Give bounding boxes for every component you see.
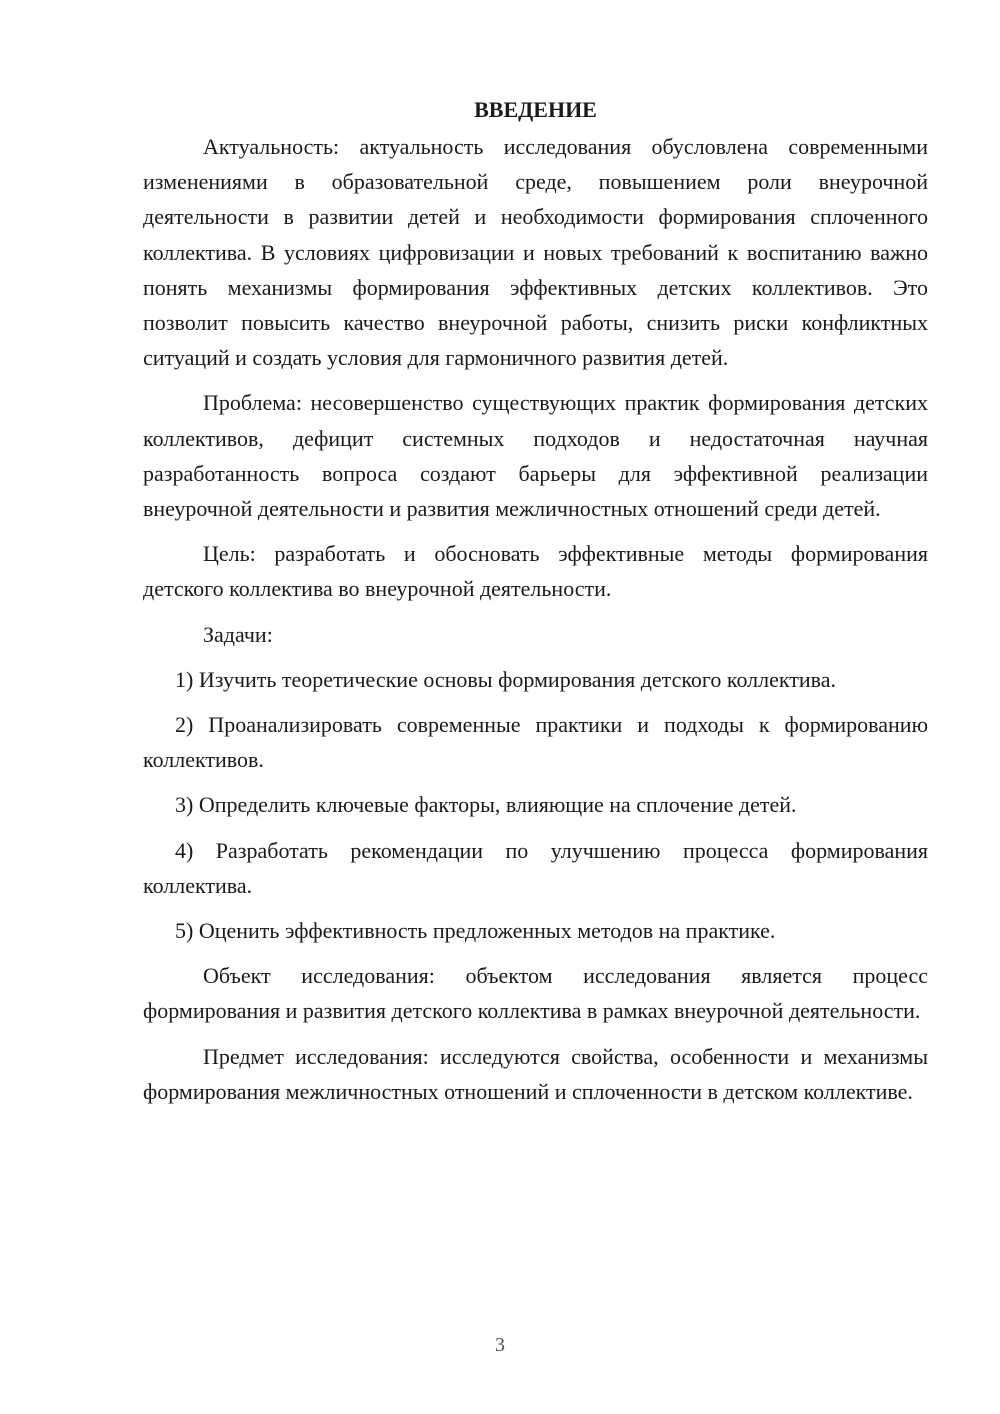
problem-paragraph: Проблема: несовершенство существующих практик формирования детских коллективов, дефицит системных подходов и недостаточная научная разработанность вопроса создают барьеры для эффективной реализации внеурочной деятельности и развития межличностных отношений среди детей. xyxy=(143,390,928,522)
task-item: 1) Изучить теоретические основы формирования детского коллектива. xyxy=(175,666,837,692)
tasks-label: Задачи: xyxy=(203,621,273,647)
goal-paragraph: Цель: разработать и обосновать эффективные методы формирования детского коллектива во внеурочной деятельности. xyxy=(143,541,928,602)
relevance-paragraph: Актуальность: актуальность исследования обусловлена современными изменениями в образовательной среде, повышением роли внеурочной деятельности в развитии детей и необходимости формирования сплоченного коллектива. В условиях цифровизации и новых требований к воспитанию важно понять механизмы формирования эффективных детских коллективов. Это позволит повысить качество внеурочной работы, снизить риски конфликтных ситуаций и создать условия для гармоничного развития детей. xyxy=(143,134,928,371)
page-number: 3 xyxy=(495,1334,505,1356)
object-paragraph: Объект исследования: объектом исследования является процесс формирования и развития детского коллектива в рамках внеурочной деятельности. xyxy=(143,963,928,1024)
task-item: 4) Разработать рекомендации по улучшению процесса формирования коллектива. xyxy=(143,837,928,898)
task-item: 3) Определить ключевые факторы, влияющие на сплочение детей. xyxy=(175,792,797,818)
task-item: 5) Оценить эффективность предложенных методов на практике. xyxy=(175,918,776,944)
subject-paragraph: Предмет исследования: исследуются свойства, особенности и механизмы формирования межличностных отношений и сплоченности в детском коллективе. xyxy=(143,1043,928,1104)
page-title: ВВЕДЕНИЕ xyxy=(474,97,597,122)
task-item: 2) Проанализировать современные практики и подходы к формированию коллективов. xyxy=(143,712,928,773)
document-page xyxy=(143,92,928,1119)
